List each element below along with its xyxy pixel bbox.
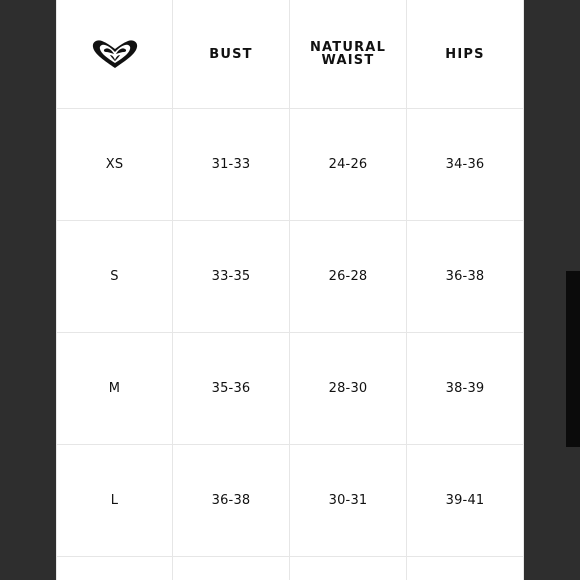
bust-cell xyxy=(173,333,290,445)
size-label: XS xyxy=(105,157,124,172)
bust-value: 33-35 xyxy=(211,269,251,284)
bust-value: 35-36 xyxy=(211,381,251,396)
hips-cell xyxy=(407,109,524,221)
waist-value: 26-28 xyxy=(328,269,368,284)
size-chart-table xyxy=(56,0,524,580)
waist-cell xyxy=(290,221,407,333)
bust-cell xyxy=(173,557,290,580)
waist-cell xyxy=(290,109,407,221)
size-cell xyxy=(56,221,173,333)
waist-cell xyxy=(290,333,407,445)
size-chart-grid xyxy=(56,0,524,580)
waist-value: 28-30 xyxy=(328,381,368,396)
header-natural-waist xyxy=(290,0,407,109)
header-logo-cell xyxy=(56,0,173,109)
size-label: S xyxy=(110,269,119,284)
size-label: L xyxy=(110,493,119,508)
hips-value: 36-38 xyxy=(445,269,485,284)
waist-value: 30-31 xyxy=(328,493,368,508)
hips-cell xyxy=(407,333,524,445)
header-bust xyxy=(173,0,290,109)
header-bust-label: BUST xyxy=(209,46,253,62)
header-natural-waist-label: NATURAL WAIST xyxy=(309,40,387,68)
roxy-heart-logo-icon xyxy=(91,39,139,69)
size-cell xyxy=(56,557,173,580)
hips-cell xyxy=(407,557,524,580)
waist-value: 24-26 xyxy=(328,157,368,172)
bust-value: 31-33 xyxy=(211,157,251,172)
waist-cell xyxy=(290,445,407,557)
bust-cell xyxy=(173,221,290,333)
size-cell xyxy=(56,445,173,557)
hips-value: 34-36 xyxy=(445,157,485,172)
waist-cell xyxy=(290,557,407,580)
size-cell xyxy=(56,109,173,221)
header-hips-label: HIPS xyxy=(445,46,485,62)
size-cell xyxy=(56,333,173,445)
bust-cell xyxy=(173,445,290,557)
header-hips xyxy=(407,0,524,109)
hips-cell xyxy=(407,445,524,557)
hips-value: 38-39 xyxy=(445,381,485,396)
scroll-indicator[interactable] xyxy=(566,271,580,447)
hips-cell xyxy=(407,221,524,333)
hips-value: 39-41 xyxy=(445,493,485,508)
bust-cell xyxy=(173,109,290,221)
bust-value: 36-38 xyxy=(211,493,251,508)
size-label: M xyxy=(108,381,121,396)
